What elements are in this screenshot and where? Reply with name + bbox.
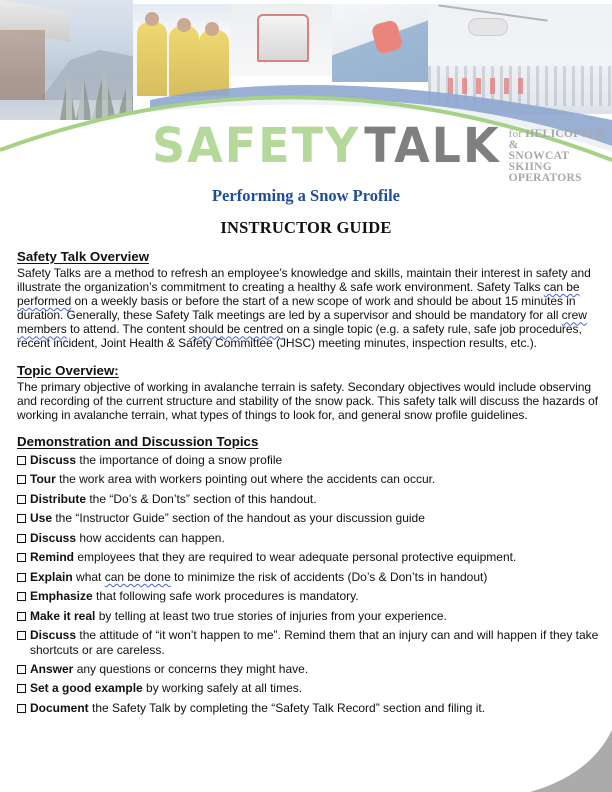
checkbox-icon[interactable] <box>17 631 26 640</box>
document-body <box>17 249 599 720</box>
checklist-item: Discuss how accidents can happen. <box>17 531 599 545</box>
logo-tagline: for HELICOPTER & SNOWCAT SKIING OPERATORS <box>508 128 606 184</box>
checklist-item: Discuss the importance of doing a snow profile <box>17 453 599 467</box>
logo-word-safety: SAFETY <box>152 116 361 174</box>
spellcheck-flag: should be centred <box>188 322 284 337</box>
checklist-item: Explain what can be done to minimize the risk of accidents (Do’s & Don’ts in handout) <box>17 570 599 584</box>
section-heading: Topic Overview: <box>17 362 119 378</box>
checkbox-icon[interactable] <box>17 612 26 621</box>
logo-word-talk: TALK <box>364 116 501 174</box>
document-subtitle: INSTRUCTOR GUIDE <box>220 218 392 237</box>
checkbox-icon[interactable] <box>17 475 26 484</box>
safety-talk-logo <box>152 116 612 184</box>
overview-paragraph: Safety Talks are a method to refresh an employee’s knowledge and skills, maintain their interest in safety and illustrate the organization’s commitment to creating a healthy & safe work environment. Safety Talks can be performed on a weekly basis or before the start of a new scope of work and should be about 15 minutes in duration. Generally, these Safety Talk meetings are led by a supervisor and should be mandatory for all crew members to attend. The content should be centred on a single topic (e.g. a safety rule, safe job procedures, recent incident, Joint Health & Safety Committee (JHSC) meeting minutes, inspection results, etc.). <box>17 266 591 351</box>
checkbox-icon[interactable] <box>17 514 26 523</box>
checklist-item: Use the “Instructor Guide” section of the handout as your discussion guide <box>17 511 599 525</box>
checkbox-icon[interactable] <box>17 456 26 465</box>
section-heading: Demonstration and Discussion Topics <box>17 433 259 449</box>
checklist-item: Answer any questions or concerns they might have. <box>17 662 599 676</box>
checkbox-icon[interactable] <box>17 665 26 674</box>
spellcheck-flag: crew members <box>17 308 587 337</box>
checkbox-icon[interactable] <box>17 592 26 601</box>
checklist-item: Tour the work area with workers pointing out where the accidents can occur. <box>17 472 599 486</box>
checkbox-icon[interactable] <box>17 553 26 562</box>
checklist-item: Emphasize that following safe work procedures is mandatory. <box>17 589 599 603</box>
document-title: Performing a Snow Profile <box>211 186 401 205</box>
checkbox-icon[interactable] <box>17 573 26 582</box>
topic-paragraph: The primary objective of working in avalanche terrain is safety. Secondary objectives would include observing and recording of the current structure and stability of the snow pack. This safety talk will discuss the hazards of working in avalanche terrain, what types of things to look for, and general snow profile guidelines. <box>17 379 598 422</box>
checkbox-icon[interactable] <box>17 684 26 693</box>
checkbox-icon[interactable] <box>17 704 26 713</box>
topic-overview-section <box>17 363 599 422</box>
checklist-item: Document the Safety Talk by completing the “Safety Talk Record” section and filing it. <box>17 701 599 715</box>
checklist-item: Set a good example by working safely at all times. <box>17 681 599 695</box>
spellcheck-flag: can be done <box>104 569 171 584</box>
checklist <box>17 453 599 715</box>
checkbox-icon[interactable] <box>17 495 26 504</box>
safety-talk-overview-section <box>17 249 599 351</box>
checklist-item: Make it real by telling at least two true stories of injuries from your experience. <box>17 609 599 623</box>
checkbox-icon[interactable] <box>17 534 26 543</box>
section-heading: Safety Talk Overview <box>17 249 150 264</box>
checklist-item: Distribute the “Do’s & Don’ts” section of this handout. <box>17 492 599 506</box>
spellcheck-flag: can be performed <box>17 280 580 309</box>
checklist-item: Remind employees that they are required to wear adequate personal protective equipment. <box>17 550 599 564</box>
demonstration-topics-section <box>17 434 599 715</box>
checklist-item: Discuss the attitude of “it won’t happen to me”. Remind them that an injury can and will happen if they take shortcuts or are careless. <box>17 628 599 656</box>
